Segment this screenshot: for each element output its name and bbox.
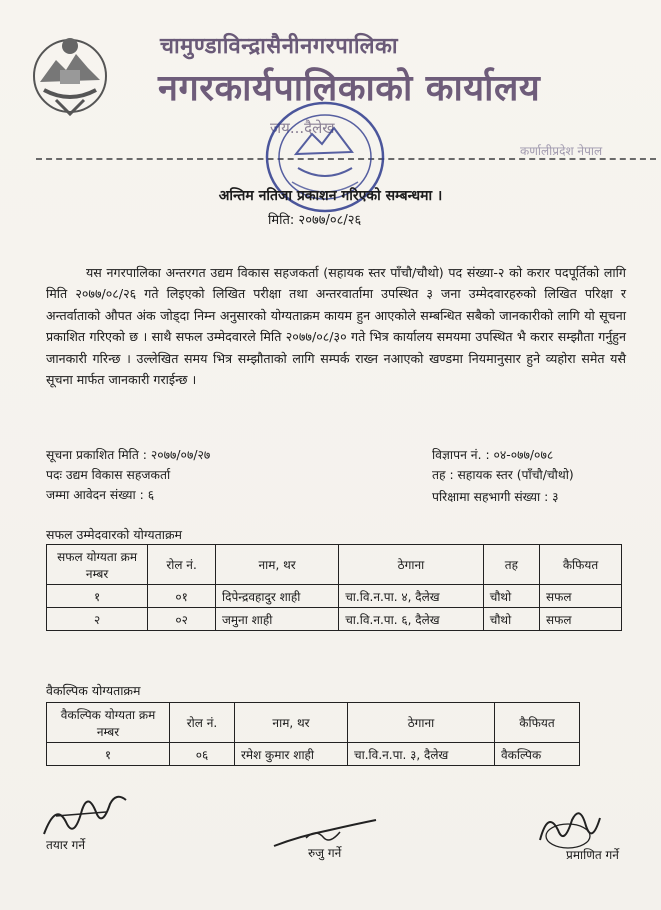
column-header: वैकल्पिक योग्यता क्रम नम्बर: [47, 703, 170, 743]
table-cell: चौथो: [483, 608, 539, 631]
table-header-row: [47, 545, 622, 585]
table-cell: सफल: [540, 585, 622, 608]
office-name: नगरकार्यपालिकाको कार्यालय: [158, 68, 541, 109]
column-header: तह: [483, 545, 539, 585]
municipality-name: चामुण्डाविन्द्रासैनीनगरपालिका: [160, 34, 399, 59]
table-cell: सफल: [540, 608, 622, 631]
alternate-candidates-table: [46, 702, 580, 766]
column-header: रोल नं.: [170, 703, 235, 743]
level-info: तह : सहायक स्तर (पाँचौ/चौथो): [432, 468, 574, 482]
prepared-by-label: तयार गर्ने: [46, 838, 86, 852]
checked-by-label: रुजु गर्ने: [308, 846, 342, 860]
column-header: नाम, थर: [235, 703, 348, 743]
table-cell: चा.वि.न.पा. ३, दैलेख: [348, 743, 495, 766]
table-cell: १: [47, 743, 170, 766]
advertisement-number: विज्ञापन नं. : ०४-०७७/०७८: [432, 448, 554, 462]
post-name: पदः उद्यम विकास सहजकर्ता: [46, 468, 171, 482]
column-header: रोल नं.: [148, 545, 216, 585]
table-cell: ०६: [170, 743, 235, 766]
table-cell: जमुना शाही: [215, 608, 338, 631]
notice-subject: अन्तिम नतिजा प्रकाशन गरिएको सम्बन्धमा ।: [218, 188, 443, 204]
table-cell: चा.वि.न.पा. ४, दैलेख: [339, 585, 484, 608]
nepal-emblem-logo: [26, 30, 114, 118]
table-cell: चा.वि.न.पा. ६, दैलेख: [339, 608, 484, 631]
table-row: [47, 608, 622, 631]
published-date: सूचना प्रकाशित मिति : २०७७/०७/२७: [46, 448, 211, 462]
approved-by-label: प्रमाणित गर्ने: [566, 848, 619, 862]
application-count: जम्मा आवेदन संख्या : ६: [46, 488, 155, 502]
table-cell: वैकल्पिक: [495, 743, 580, 766]
province-name: कर्णालीप्रदेश नेपाल: [520, 144, 603, 158]
column-header: ठेगाना: [348, 703, 495, 743]
table-row: [47, 585, 622, 608]
table-row: [47, 743, 580, 766]
table-cell: दिपेन्द्रवहादुर शाही: [215, 585, 338, 608]
column-header: नाम, थर: [215, 545, 338, 585]
notice-body: यस नगरपालिका अन्तरगत उद्यम विकास सहजकर्ता (सहायक स्तर पाँचौ/चौथो) पद संख्या-२ को करार पदपूर्तिको लागि मिति २०७७/०८/२६ गते लिइएको लिखित परीक्षा तथा अन्तरवार्तामा उपस्थित ३ जना उम्मेदवारहरुको लिखित परिक्षा र अन्तर्वाताको औपत अंक जोड्दा निम्न अनुसारको योग्यताक्रम कायम हुन आएकोले सम्बन्धित सबैको जानकारीको लागि यो सूचना प्रकाशित गरिएको छ । साथै सफल उम्मेदवारले मिति २०७७/०८/३० गते भित्र कार्यालय समयमा उपस्थित भै करार सम्झौता गर्नुहुन जानकारी गरिन्छ । उल्लेखित समय भित्र सम्झौताको लागि सम्पर्क राख्न नआएको खण्डमा नियमानुसार हुने व्यहोरा समेत यसै सूचना मार्फत जानकारी गराईन्छ ।: [46, 265, 626, 388]
table-cell: २: [47, 608, 148, 631]
table-cell: ०१: [148, 585, 216, 608]
table-cell: चौथो: [483, 585, 539, 608]
table-cell: ०२: [148, 608, 216, 631]
table-header-row: [47, 703, 580, 743]
alternate-table-label: वैकल्पिक योग्यताक्रम: [46, 683, 141, 698]
column-header: कैफियत: [540, 545, 622, 585]
notice-date: मिति: २०७७/०८/२६: [268, 213, 362, 228]
column-header: ठेगाना: [339, 545, 484, 585]
participant-count: परिक्षामा सहभागी संख्या : ३: [432, 490, 559, 504]
successful-candidates-table: [46, 544, 622, 631]
table-cell: १: [47, 585, 148, 608]
office-address: जय...दैलेख: [270, 119, 335, 137]
column-header: सफल योग्यता क्रम नम्बर: [47, 545, 148, 585]
successful-table-label: सफल उम्मेदवारको योग्यताक्रम: [46, 527, 183, 542]
table-cell: रमेश कुमार शाही: [235, 743, 348, 766]
column-header: कैफियत: [495, 703, 580, 743]
